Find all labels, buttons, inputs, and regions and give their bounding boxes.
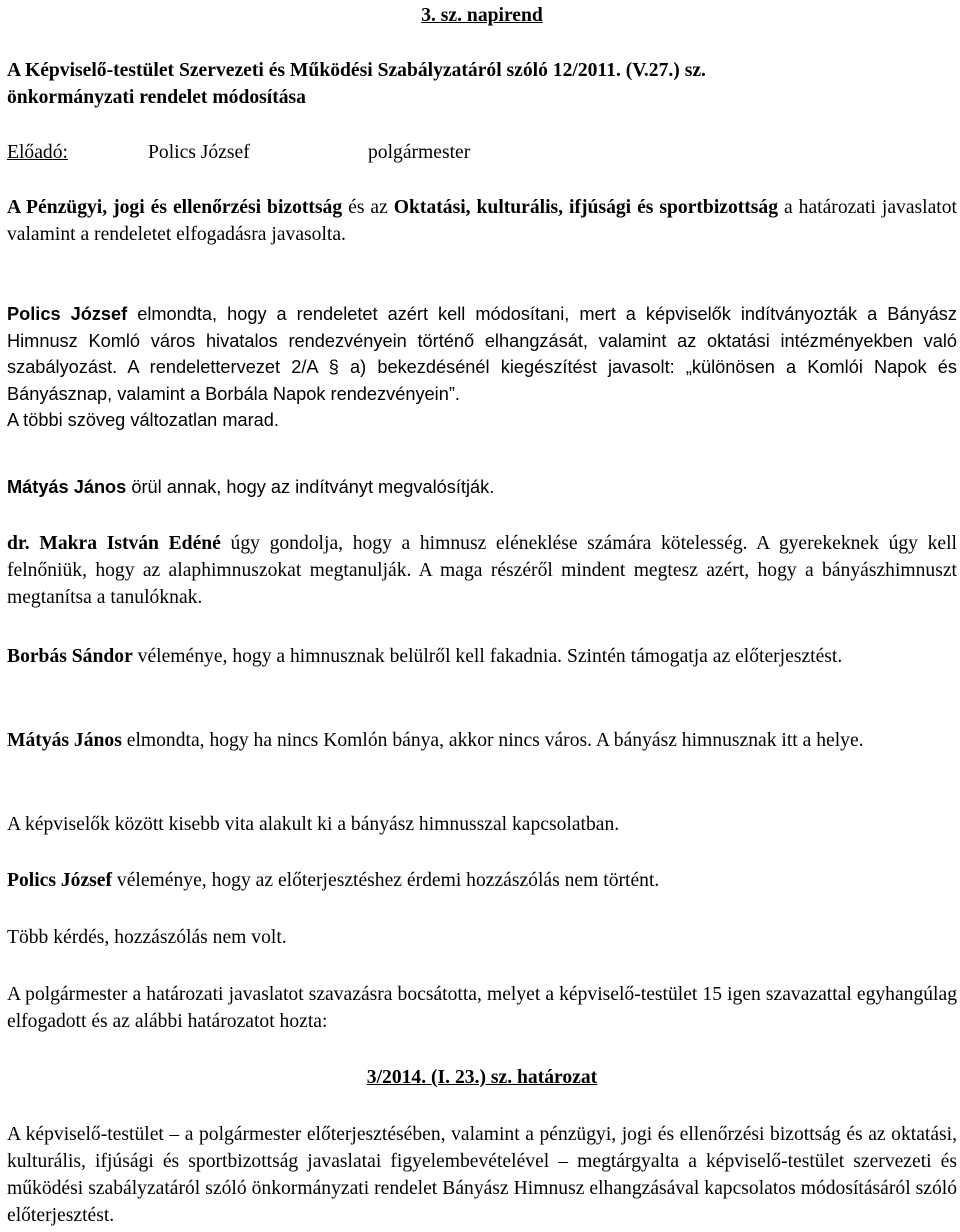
makra-paragraph (7, 530, 957, 611)
borbas-paragraph (7, 643, 957, 670)
resolution-title: 3/2014. (I. 23.) sz. határozat (366, 1067, 598, 1088)
polics-text-2: A többi szöveg változatlan marad. (7, 410, 279, 431)
presenter-row (7, 139, 957, 166)
resolution-body: A képviselő-testület – a polgármester előterjesztésében, valamint a pénzügyi, jogi és ellenőrzési bizottság és az oktatási, kulturális, ifjúsági és sportbizottság javaslatai figyelembevételével – megtárgyalta a képviselő-testület szervezeti és működési szabályzatáról szóló önkormányzati rendelet Bányász Himnusz elhangzásával kapcsolatos módosításáról szóló előterjesztést. (7, 1124, 957, 1226)
makra-text: úgy gondolja, hogy a himnusz eléneklése számára kötelesség. A gyerekeknek úgy kell felnőniük, hogy az alaphimnuszokat megtanulják. A maga részéről mindent megtesz azért, hogy a bányászhimnuszt megtanítsa a tanulóknak. (7, 533, 957, 608)
committee-2: Oktatási, kulturális, ifjúsági és sportbizottság (393, 197, 779, 218)
agenda-title-line1: A Képviselő-testület Szervezeti és Működési Szabályzatáról szóló 12/2011. (V.27.) sz. (7, 60, 706, 81)
polics-paragraph-2 (7, 867, 957, 894)
speaker-makra: Makra István Edéné (29, 533, 221, 554)
committee-rest: a határozati javaslatot valamint a rendeletet elfogadásra javasolta. (7, 197, 957, 245)
borbas-text: véleménye, hogy a himnusznak belülről kell fakadnia. Szintén támogatja az előterjesztést. (132, 646, 843, 667)
debate-paragraph: A képviselők között kisebb vita alakult ki a bányász himnusszal kapcsolatban. (7, 814, 620, 835)
committee-1: A Pénzügyi, jogi és ellenőrzési bizottság (7, 197, 343, 218)
speaker-matyas-2: Mátyás János (7, 730, 122, 751)
polics-text-3: véleménye, hogy az előterjesztéshez érdemi hozzászólás nem történt. (112, 870, 660, 891)
polics-text: elmondta, hogy a rendeletet azért kell módosítani, mert a képviselők indítványozták a Bányász Himnusz Komló város hivatalos rendezvényein történő elhangzását, valamint az oktatási intézményekben való szabályozást. A rendelettervezet 2/A § a) bekezdésénél kiegészítést javasolt: „különösen a Komlói Napok és Bányásznap, valamint a Borbála Napok rendezvényein”. (7, 304, 957, 404)
speaker-polics: Polics József (7, 304, 128, 324)
committee-paragraph (7, 194, 957, 248)
agenda-heading: 3. sz. napirend (421, 5, 543, 26)
polics-paragraph (7, 301, 957, 407)
vote-paragraph: A polgármester a határozati javaslatot szavazásra bocsátotta, melyet a képviselő-testület 15 igen szavazattal egyhangúlag elfogadott és az alábbi határozatot hozta: (7, 984, 957, 1032)
matyas-text-1: örül annak, hogy az indítványt megvalósítják. (126, 477, 495, 497)
no-more-questions: Több kérdés, hozzászólás nem volt. (7, 927, 287, 948)
speaker-borbas: Borbás Sándor (7, 646, 133, 667)
speaker-prefix-dr: dr. (7, 533, 30, 554)
matyas-paragraph-1 (7, 474, 957, 501)
presenter-role: polgármester (368, 142, 471, 163)
presenter-label: Előadó: (7, 142, 68, 163)
agenda-title-line2: önkormányzati rendelet módosítása (7, 87, 306, 108)
speaker-polics-2: Polics József (7, 870, 113, 891)
committee-connector: és az (342, 197, 394, 218)
presenter-name: Polics József (148, 142, 250, 163)
speaker-matyas: Mátyás János (7, 477, 127, 497)
matyas-text-2: elmondta, hogy ha nincs Komlón bánya, akkor nincs város. A bányász himnusznak itt a helye. (121, 730, 864, 751)
polics-statement (7, 301, 957, 434)
matyas-paragraph-2 (7, 727, 957, 754)
